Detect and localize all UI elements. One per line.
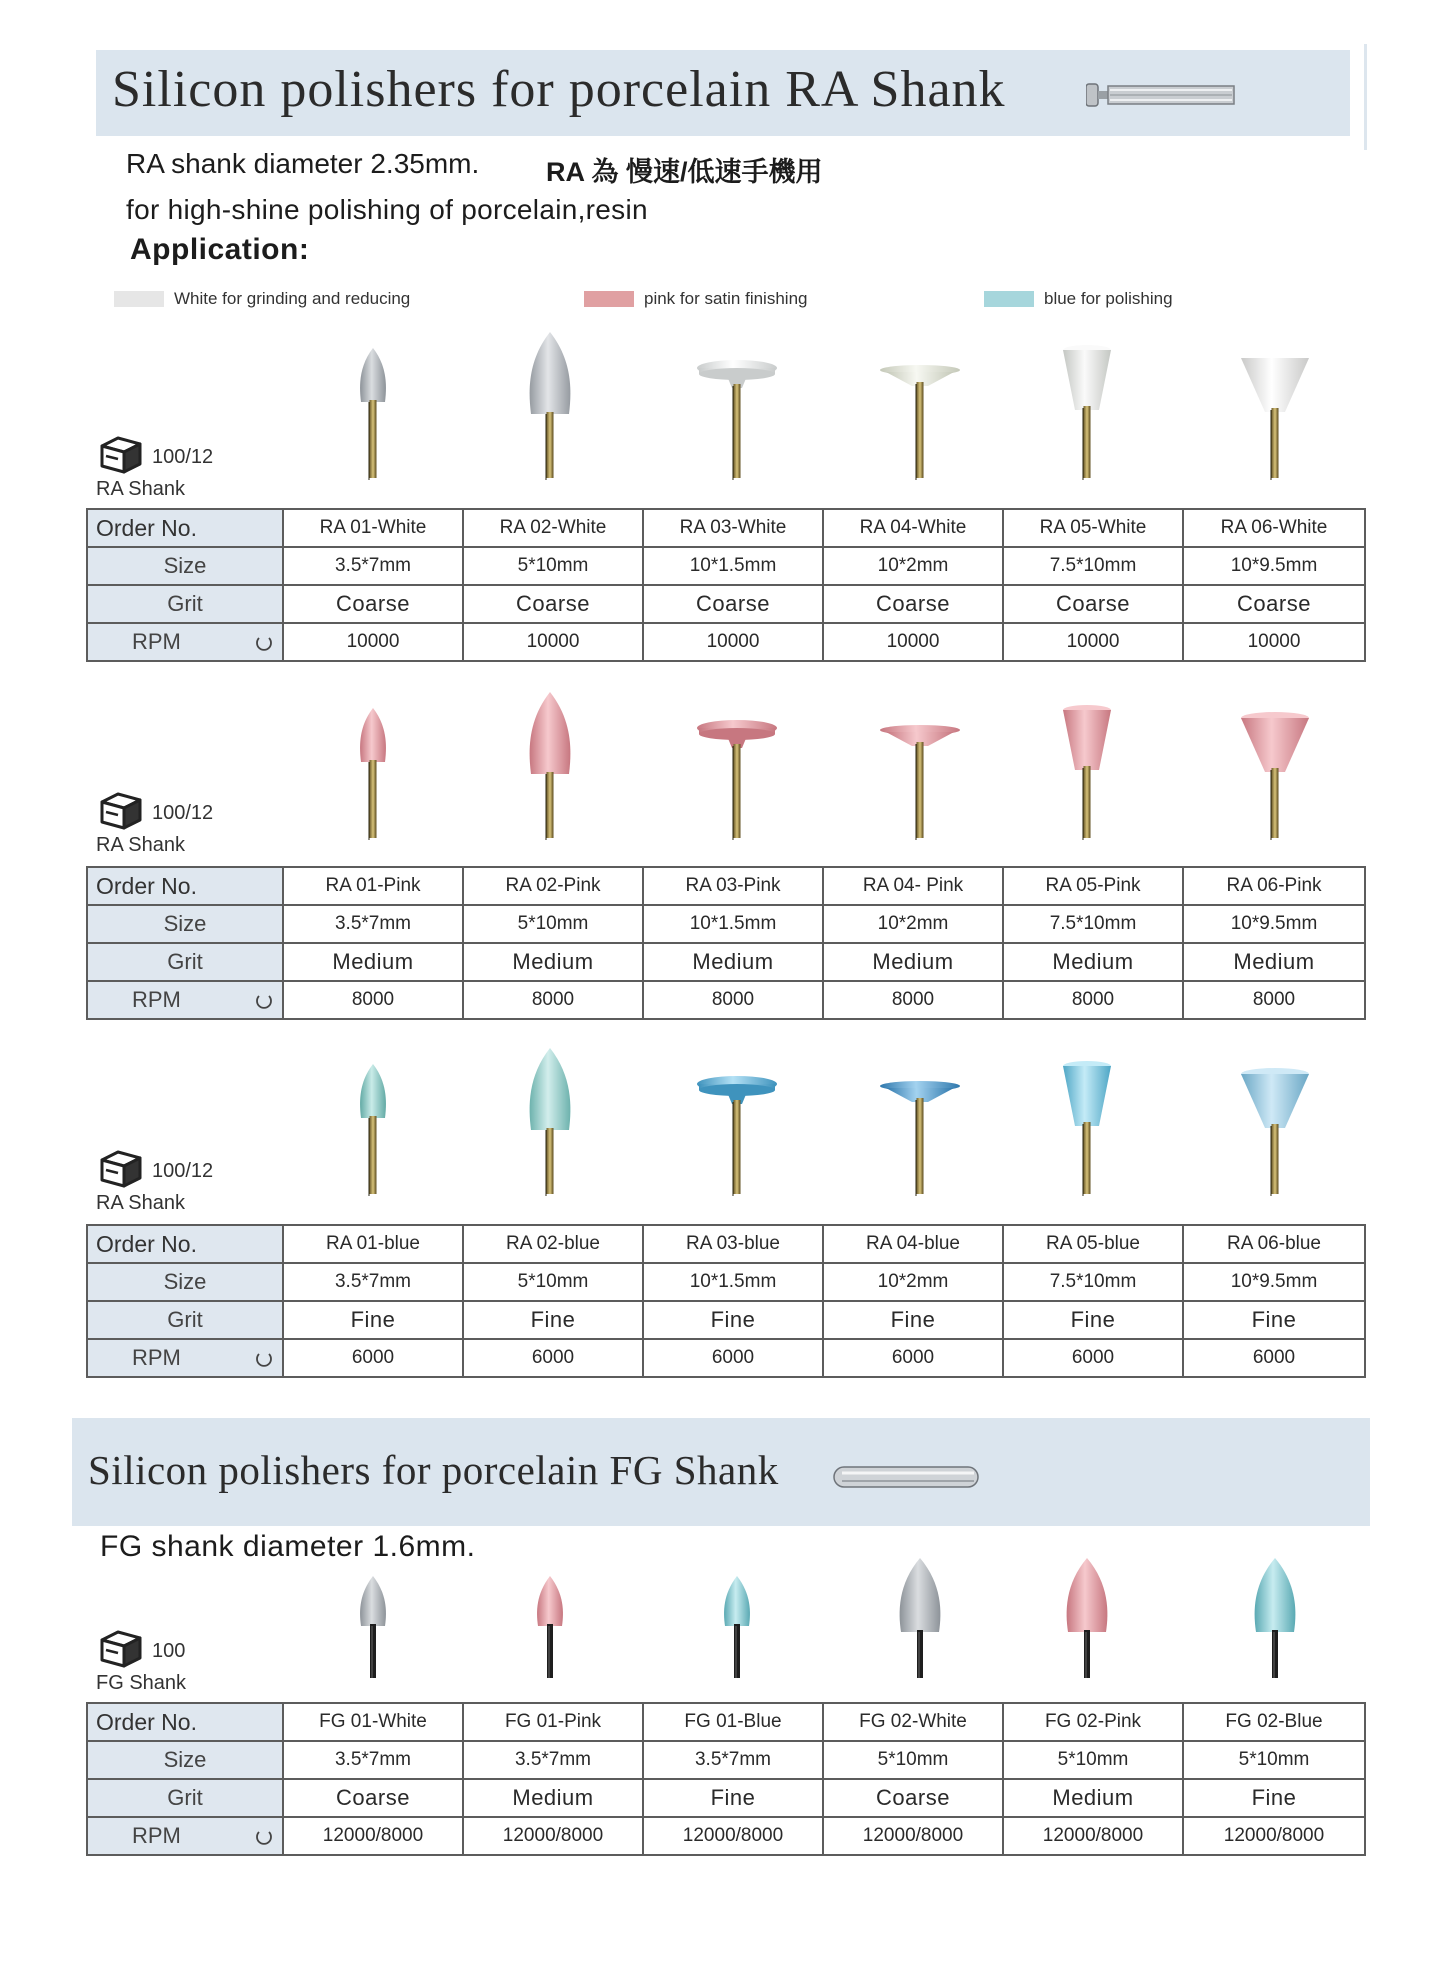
rpm-cell: 12000/8000 [283, 1817, 463, 1855]
rpm-cell: 6000 [283, 1339, 463, 1377]
size-cell: 3.5*7mm [643, 1741, 823, 1779]
ra-shank-diameter: RA shank diameter 2.35mm. [126, 148, 480, 179]
ra-pink-polisher-2-icon [461, 690, 639, 840]
order-no-cell: FG 01-Pink [463, 1703, 643, 1741]
rpm-cell: 10000 [283, 623, 463, 661]
legend-blue [984, 288, 1173, 310]
order-no-label [87, 867, 283, 905]
size-cell: 5*10mm [463, 1263, 643, 1301]
size-cell: 3.5*7mm [463, 1741, 643, 1779]
tool-image [831, 330, 1009, 480]
size-label-text: Size [163, 1747, 207, 1772]
tool-image [284, 690, 462, 840]
rpm-label [87, 1339, 283, 1377]
rpm-label-text: RPM [132, 987, 181, 1012]
fg-polisher-6-icon [1186, 1554, 1364, 1684]
pack-shank-type: RA Shank [96, 834, 185, 856]
ra-blue-row-grit [87, 1301, 1365, 1339]
rpm-cell: 12000/8000 [1183, 1817, 1365, 1855]
size-cell: 10*2mm [823, 1263, 1003, 1301]
legend-label-pink: pink for satin finishing [644, 289, 808, 308]
order-no-label [87, 1225, 283, 1263]
package-box-icon [96, 434, 144, 474]
ra-pink-spec-table [86, 866, 1366, 1020]
rotation-icon [254, 1827, 274, 1847]
banner-edge-line [1364, 44, 1367, 150]
rpm-cell: 8000 [823, 981, 1003, 1019]
order-no-cell: RA 02-blue [463, 1225, 643, 1263]
rpm-label-text: RPM [132, 1345, 181, 1370]
rpm-cell: 8000 [643, 981, 823, 1019]
ra-pink-polisher-5-icon [998, 690, 1176, 840]
size-cell: 5*10mm [1003, 1741, 1183, 1779]
order-no-cell: RA 05-blue [1003, 1225, 1183, 1263]
size-cell: 10*1.5mm [643, 1263, 823, 1301]
fg-section-banner [72, 1418, 1370, 1526]
fg-shank-icon [832, 1462, 982, 1492]
size-cell: 10*2mm [823, 905, 1003, 943]
size-cell: 7.5*10mm [1003, 547, 1183, 585]
ra-white-spec-table [86, 508, 1366, 662]
application-label: Application: [130, 233, 310, 266]
order-no-label-text: Order No. [96, 1708, 197, 1735]
grit-cell: Coarse [1183, 585, 1365, 623]
grit-cell: Medium [463, 943, 643, 981]
rpm-cell: 12000/8000 [1003, 1817, 1183, 1855]
order-no-cell: RA 04-blue [823, 1225, 1003, 1263]
ra-section-title: Silicon polishers for porcelain RA Shank [112, 61, 1006, 118]
order-no-label [87, 1703, 283, 1741]
order-no-cell: RA 01-Pink [283, 867, 463, 905]
size-cell: 5*10mm [823, 1741, 1003, 1779]
order-no-label-text: Order No. [96, 872, 197, 899]
size-cell: 10*1.5mm [643, 547, 823, 585]
grit-cell: Coarse [283, 585, 463, 623]
rpm-cell: 10000 [463, 623, 643, 661]
rotation-icon [254, 1349, 274, 1369]
order-no-cell: RA 03-Pink [643, 867, 823, 905]
grit-cell: Coarse [643, 585, 823, 623]
grit-cell: Coarse [823, 585, 1003, 623]
tool-image [831, 1046, 1009, 1196]
grit-cell: Coarse [823, 1779, 1003, 1817]
ra-purpose-text: for high-shine polishing of porcelain,resin [126, 194, 648, 225]
rpm-cell: 6000 [823, 1339, 1003, 1377]
rpm-cell: 6000 [1183, 1339, 1365, 1377]
size-cell: 10*2mm [823, 547, 1003, 585]
order-no-cell: RA 05-Pink [1003, 867, 1183, 905]
ra-blue-polisher-3-icon [648, 1046, 826, 1196]
size-cell: 3.5*7mm [283, 1263, 463, 1301]
grit-cell: Coarse [283, 1779, 463, 1817]
size-cell: 10*9.5mm [1183, 905, 1365, 943]
rpm-cell: 8000 [1183, 981, 1365, 1019]
size-cell: 10*9.5mm [1183, 547, 1365, 585]
grit-cell: Medium [1003, 1779, 1183, 1817]
order-no-cell: FG 02-White [823, 1703, 1003, 1741]
order-no-label-text: Order No. [96, 1230, 197, 1257]
ra-white-polisher-6-icon [1186, 330, 1364, 480]
ra-pink-row-grit [87, 943, 1365, 981]
tool-image [648, 330, 826, 480]
package-box-icon [96, 790, 144, 830]
tool-image [1186, 330, 1364, 480]
order-no-cell: RA 02-White [463, 509, 643, 547]
grit-cell: Medium [1183, 943, 1365, 981]
ra-pink-polisher-1-icon [284, 690, 462, 840]
ra-shank-icon [1086, 78, 1236, 112]
grit-cell: Coarse [1003, 585, 1183, 623]
fg-spec-table [86, 1702, 1366, 1856]
ra-section-banner [96, 50, 1350, 136]
pack-shank-type: RA Shank [96, 1192, 185, 1214]
ra-pink-row-rpm [87, 981, 1365, 1019]
size-cell: 7.5*10mm [1003, 905, 1183, 943]
ra-pink-polisher-6-icon [1186, 690, 1364, 840]
ra-blue-polisher-2-icon [461, 1046, 639, 1196]
ra-white-polisher-5-icon [998, 330, 1176, 480]
ra-white-polisher-3-icon [648, 330, 826, 480]
grit-label [87, 1301, 283, 1339]
tool-image [831, 1554, 1009, 1684]
rpm-cell: 8000 [283, 981, 463, 1019]
ra-blue-polisher-1-icon [284, 1046, 462, 1196]
size-label-text: Size [163, 553, 207, 578]
rpm-label [87, 623, 283, 661]
size-cell: 10*1.5mm [643, 905, 823, 943]
tool-image [648, 690, 826, 840]
order-no-cell: RA 03-White [643, 509, 823, 547]
tool-image [998, 1554, 1176, 1684]
grit-cell: Medium [1003, 943, 1183, 981]
legend-swatch-white [114, 291, 164, 307]
ra-blue-row-size [87, 1263, 1365, 1301]
legend-pink [584, 288, 807, 310]
rpm-cell: 12000/8000 [463, 1817, 643, 1855]
grit-cell: Medium [283, 943, 463, 981]
tool-image [998, 330, 1176, 480]
ra-blue-row-rpm [87, 1339, 1365, 1377]
rpm-cell: 8000 [463, 981, 643, 1019]
order-no-cell: RA 03-blue [643, 1225, 823, 1263]
tool-image [461, 330, 639, 480]
grit-label [87, 1779, 283, 1817]
grit-cell: Coarse [463, 585, 643, 623]
tool-image [284, 1554, 462, 1684]
order-no-cell: FG 02-Pink [1003, 1703, 1183, 1741]
package-box-icon [96, 1148, 144, 1188]
tool-image [1186, 1554, 1364, 1684]
size-cell: 7.5*10mm [1003, 1263, 1183, 1301]
size-label [87, 1263, 283, 1301]
ra-chinese-note: RA 為 慢速/低速手機用 [546, 157, 823, 187]
size-cell: 5*10mm [463, 547, 643, 585]
tool-image [831, 690, 1009, 840]
order-no-cell: RA 04- Pink [823, 867, 1003, 905]
ra-white-polisher-1-icon [284, 330, 462, 480]
ra-blue-polisher-6-icon [1186, 1046, 1364, 1196]
order-no-cell: RA 02-Pink [463, 867, 643, 905]
tool-image [284, 330, 462, 480]
ra-white-polisher-2-icon [461, 330, 639, 480]
tool-image [998, 690, 1176, 840]
tool-image [461, 1554, 639, 1684]
rpm-cell: 10000 [1003, 623, 1183, 661]
tool-image [998, 1046, 1176, 1196]
ra-white-row-grit [87, 585, 1365, 623]
legend-swatch-blue [984, 291, 1034, 307]
legend-white [114, 288, 410, 310]
tool-image [461, 1046, 639, 1196]
size-cell: 3.5*7mm [283, 1741, 463, 1779]
grit-cell: Fine [823, 1301, 1003, 1339]
package-box-icon [96, 1628, 144, 1668]
ra-white-row-rpm [87, 623, 1365, 661]
grit-label [87, 585, 283, 623]
pack-count: 100/12 [152, 1160, 214, 1182]
tool-image [648, 1554, 826, 1684]
grit-cell: Fine [643, 1779, 823, 1817]
fg-section-title: Silicon polishers for porcelain FG Shank [88, 1447, 779, 1493]
pack-count: 100/12 [152, 802, 214, 824]
size-label-text: Size [163, 1269, 207, 1294]
order-no-cell: RA 06-blue [1183, 1225, 1365, 1263]
grit-cell: Fine [643, 1301, 823, 1339]
tool-image [284, 1046, 462, 1196]
size-cell: 10*9.5mm [1183, 1263, 1365, 1301]
size-cell: 3.5*7mm [283, 905, 463, 943]
order-no-cell: FG 02-Blue [1183, 1703, 1365, 1741]
grit-cell: Medium [823, 943, 1003, 981]
rotation-icon [254, 633, 274, 653]
order-no-cell: FG 01-White [283, 1703, 463, 1741]
ra-pink-polisher-3-icon [648, 690, 826, 840]
grit-label-text: Grit [167, 1307, 203, 1332]
grit-cell: Fine [1003, 1301, 1183, 1339]
legend-label-blue: blue for polishing [1044, 289, 1173, 308]
ra-white-row-size [87, 547, 1365, 585]
size-label-text: Size [163, 911, 207, 936]
order-no-cell: RA 04-White [823, 509, 1003, 547]
ra-pink-polisher-4-icon [831, 690, 1009, 840]
fg-polisher-3-icon [648, 1554, 826, 1684]
size-cell: 5*10mm [1183, 1741, 1365, 1779]
fg-row-size [87, 1741, 1365, 1779]
tool-image [648, 1046, 826, 1196]
rpm-label [87, 981, 283, 1019]
order-no-cell: RA 01-blue [283, 1225, 463, 1263]
grit-label [87, 943, 283, 981]
size-label [87, 1741, 283, 1779]
ra-blue-spec-table [86, 1224, 1366, 1378]
grit-cell: Medium [643, 943, 823, 981]
fg-row-rpm [87, 1817, 1365, 1855]
grit-cell: Fine [283, 1301, 463, 1339]
fg-polisher-1-icon [284, 1554, 462, 1684]
order-no-label-text: Order No. [96, 514, 197, 541]
rotation-icon [254, 991, 274, 1011]
rpm-cell: 6000 [463, 1339, 643, 1377]
rpm-cell: 6000 [643, 1339, 823, 1377]
grit-label-text: Grit [167, 1785, 203, 1810]
size-label [87, 905, 283, 943]
rpm-label-text: RPM [132, 629, 181, 654]
order-no-cell: RA 06-Pink [1183, 867, 1365, 905]
pack-shank-type: RA Shank [96, 478, 185, 500]
tool-image [461, 690, 639, 840]
ra-pink-row-order-no [87, 867, 1365, 905]
rpm-label [87, 1817, 283, 1855]
rpm-cell: 10000 [1183, 623, 1365, 661]
rpm-cell: 6000 [1003, 1339, 1183, 1377]
rpm-cell: 10000 [643, 623, 823, 661]
fg-row-grit [87, 1779, 1365, 1817]
fg-row-order-no [87, 1703, 1365, 1741]
fg-shank-diameter: FG shank diameter 1.6mm. [100, 1530, 476, 1563]
ra-white-polisher-4-icon [831, 330, 1009, 480]
grit-label-text: Grit [167, 949, 203, 974]
ra-white-row-order-no [87, 509, 1365, 547]
fg-polisher-4-icon [831, 1554, 1009, 1684]
legend-swatch-pink [584, 291, 634, 307]
rpm-cell: 8000 [1003, 981, 1183, 1019]
size-cell: 3.5*7mm [283, 547, 463, 585]
order-no-label [87, 509, 283, 547]
tool-image [1186, 690, 1364, 840]
order-no-cell: RA 05-White [1003, 509, 1183, 547]
legend-label-white: White for grinding and reducing [174, 289, 411, 308]
order-no-cell: FG 01-Blue [643, 1703, 823, 1741]
pack-count: 100 [152, 1640, 186, 1662]
rpm-label-text: RPM [132, 1823, 181, 1848]
pack-count: 100/12 [152, 446, 214, 468]
tool-image [1186, 1046, 1364, 1196]
size-label [87, 547, 283, 585]
fg-polisher-5-icon [998, 1554, 1176, 1684]
order-no-cell: RA 06-White [1183, 509, 1365, 547]
size-cell: 5*10mm [463, 905, 643, 943]
pack-shank-type: FG Shank [96, 1672, 187, 1694]
grit-cell: Fine [1183, 1779, 1365, 1817]
fg-polisher-2-icon [461, 1554, 639, 1684]
order-no-cell: RA 01-White [283, 509, 463, 547]
grit-label-text: Grit [167, 591, 203, 616]
rpm-cell: 10000 [823, 623, 1003, 661]
ra-pink-row-size [87, 905, 1365, 943]
grit-cell: Fine [463, 1301, 643, 1339]
rpm-cell: 12000/8000 [643, 1817, 823, 1855]
grit-cell: Fine [1183, 1301, 1365, 1339]
ra-blue-row-order-no [87, 1225, 1365, 1263]
rpm-cell: 12000/8000 [823, 1817, 1003, 1855]
ra-blue-polisher-5-icon [998, 1046, 1176, 1196]
ra-blue-polisher-4-icon [831, 1046, 1009, 1196]
grit-cell: Medium [463, 1779, 643, 1817]
